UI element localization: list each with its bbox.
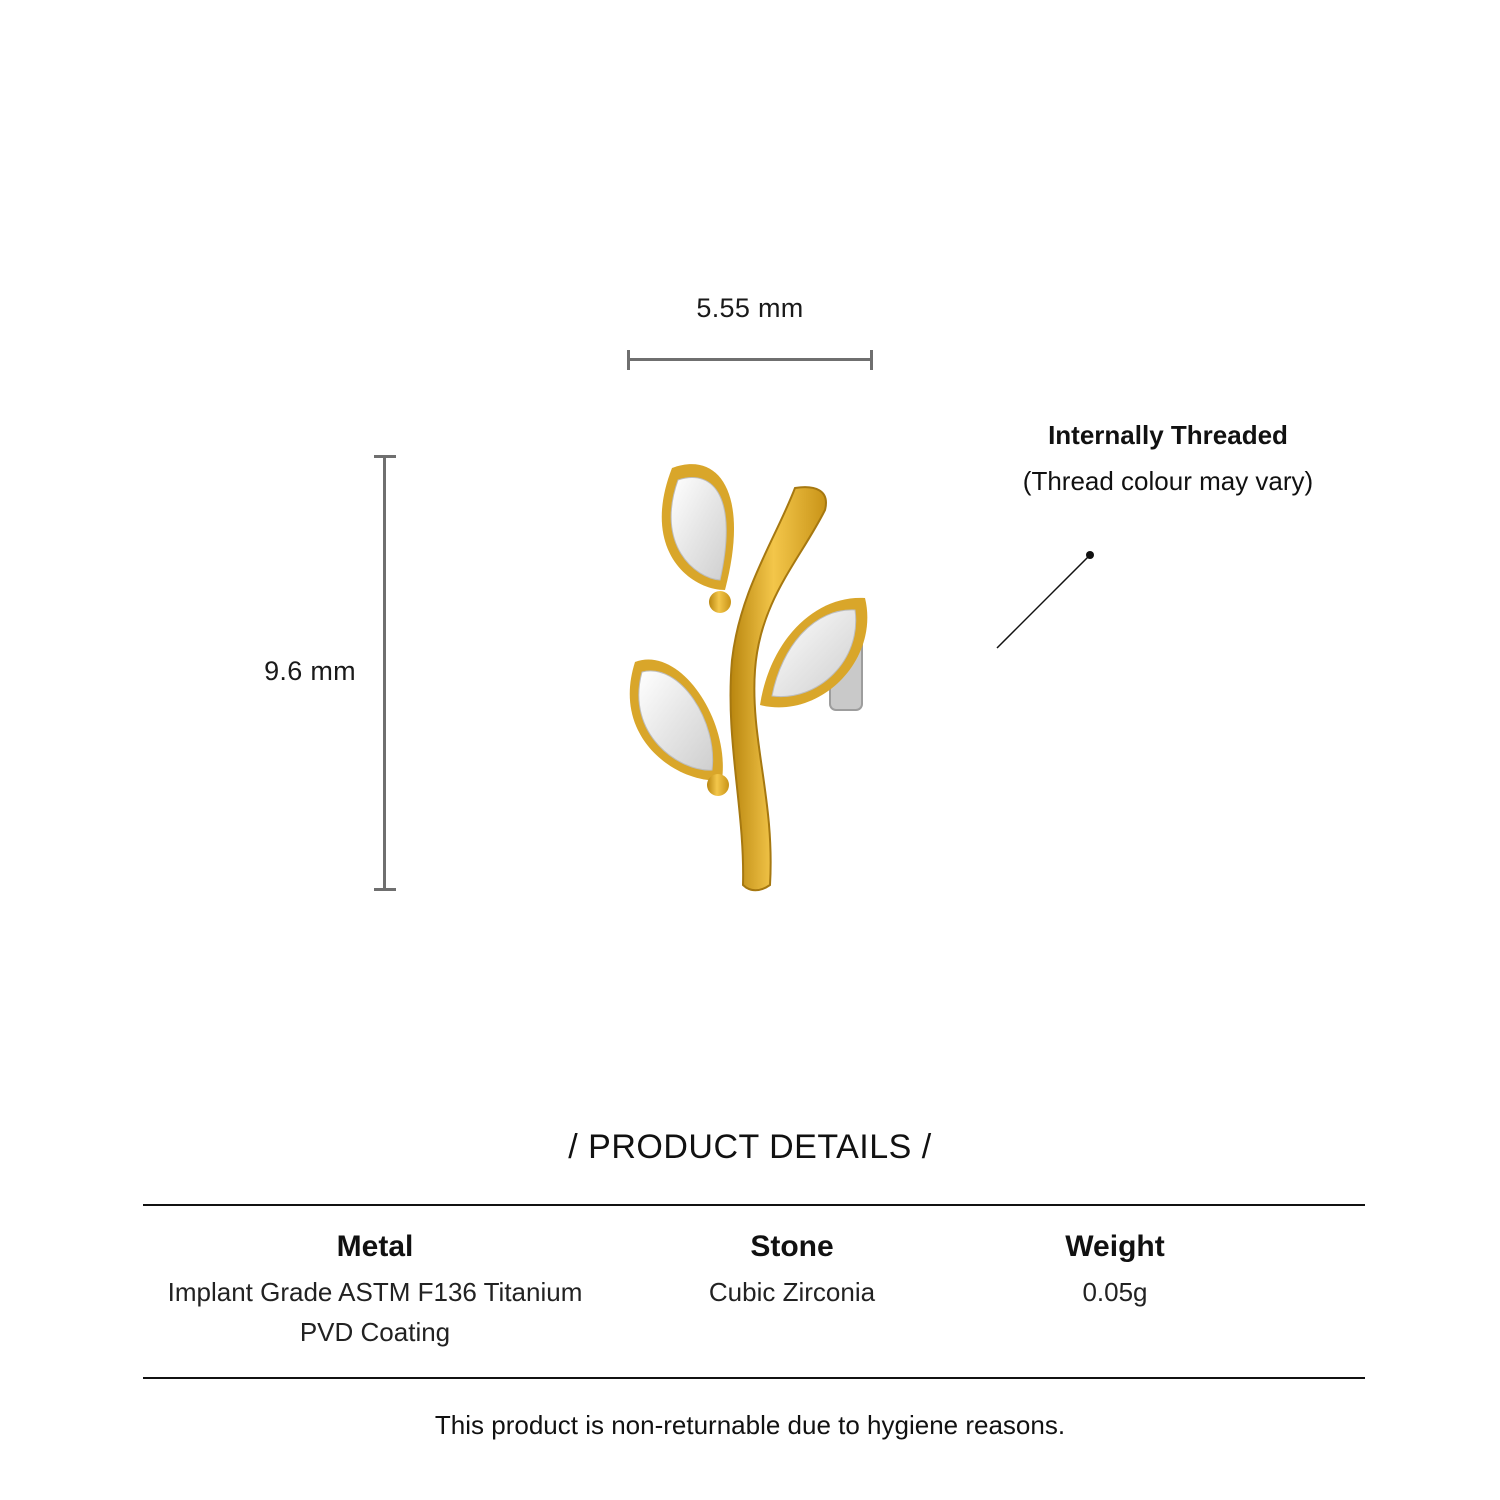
non-returnable-note: This product is non-returnable due to hygiene reasons. <box>434 1410 1066 1440</box>
gold-leaf-branch-stud-icon <box>600 440 900 910</box>
details-top-divider <box>143 1204 1365 1206</box>
detail-label: Metal <box>336 1230 414 1263</box>
detail-value: Implant Grade ASTM F136 Titanium <box>167 1277 583 1307</box>
width-dimension-line <box>627 350 873 370</box>
callout-subtitle: (Thread colour may vary) <box>1022 466 1314 496</box>
detail-label: Stone <box>750 1230 834 1263</box>
height-dimension-line <box>374 455 396 891</box>
callout-title: Internally Threaded <box>1048 420 1288 450</box>
product-details-heading: / PRODUCT DETAILS / <box>568 1128 932 1166</box>
detail-column-weight <box>965 1230 1265 1312</box>
detail-value: 0.05g <box>1082 1277 1148 1307</box>
detail-value: PVD Coating <box>299 1317 451 1347</box>
height-dimension-label: 9.6 mm <box>264 656 356 686</box>
width-dimension-label: 5.55 mm <box>696 293 804 323</box>
details-bottom-divider <box>143 1377 1365 1379</box>
detail-value: Cubic Zirconia <box>708 1277 876 1307</box>
detail-column-stone <box>592 1230 992 1312</box>
callout-pointer-line <box>990 545 1100 655</box>
detail-column-metal <box>125 1230 625 1352</box>
detail-label: Weight <box>1065 1230 1165 1263</box>
